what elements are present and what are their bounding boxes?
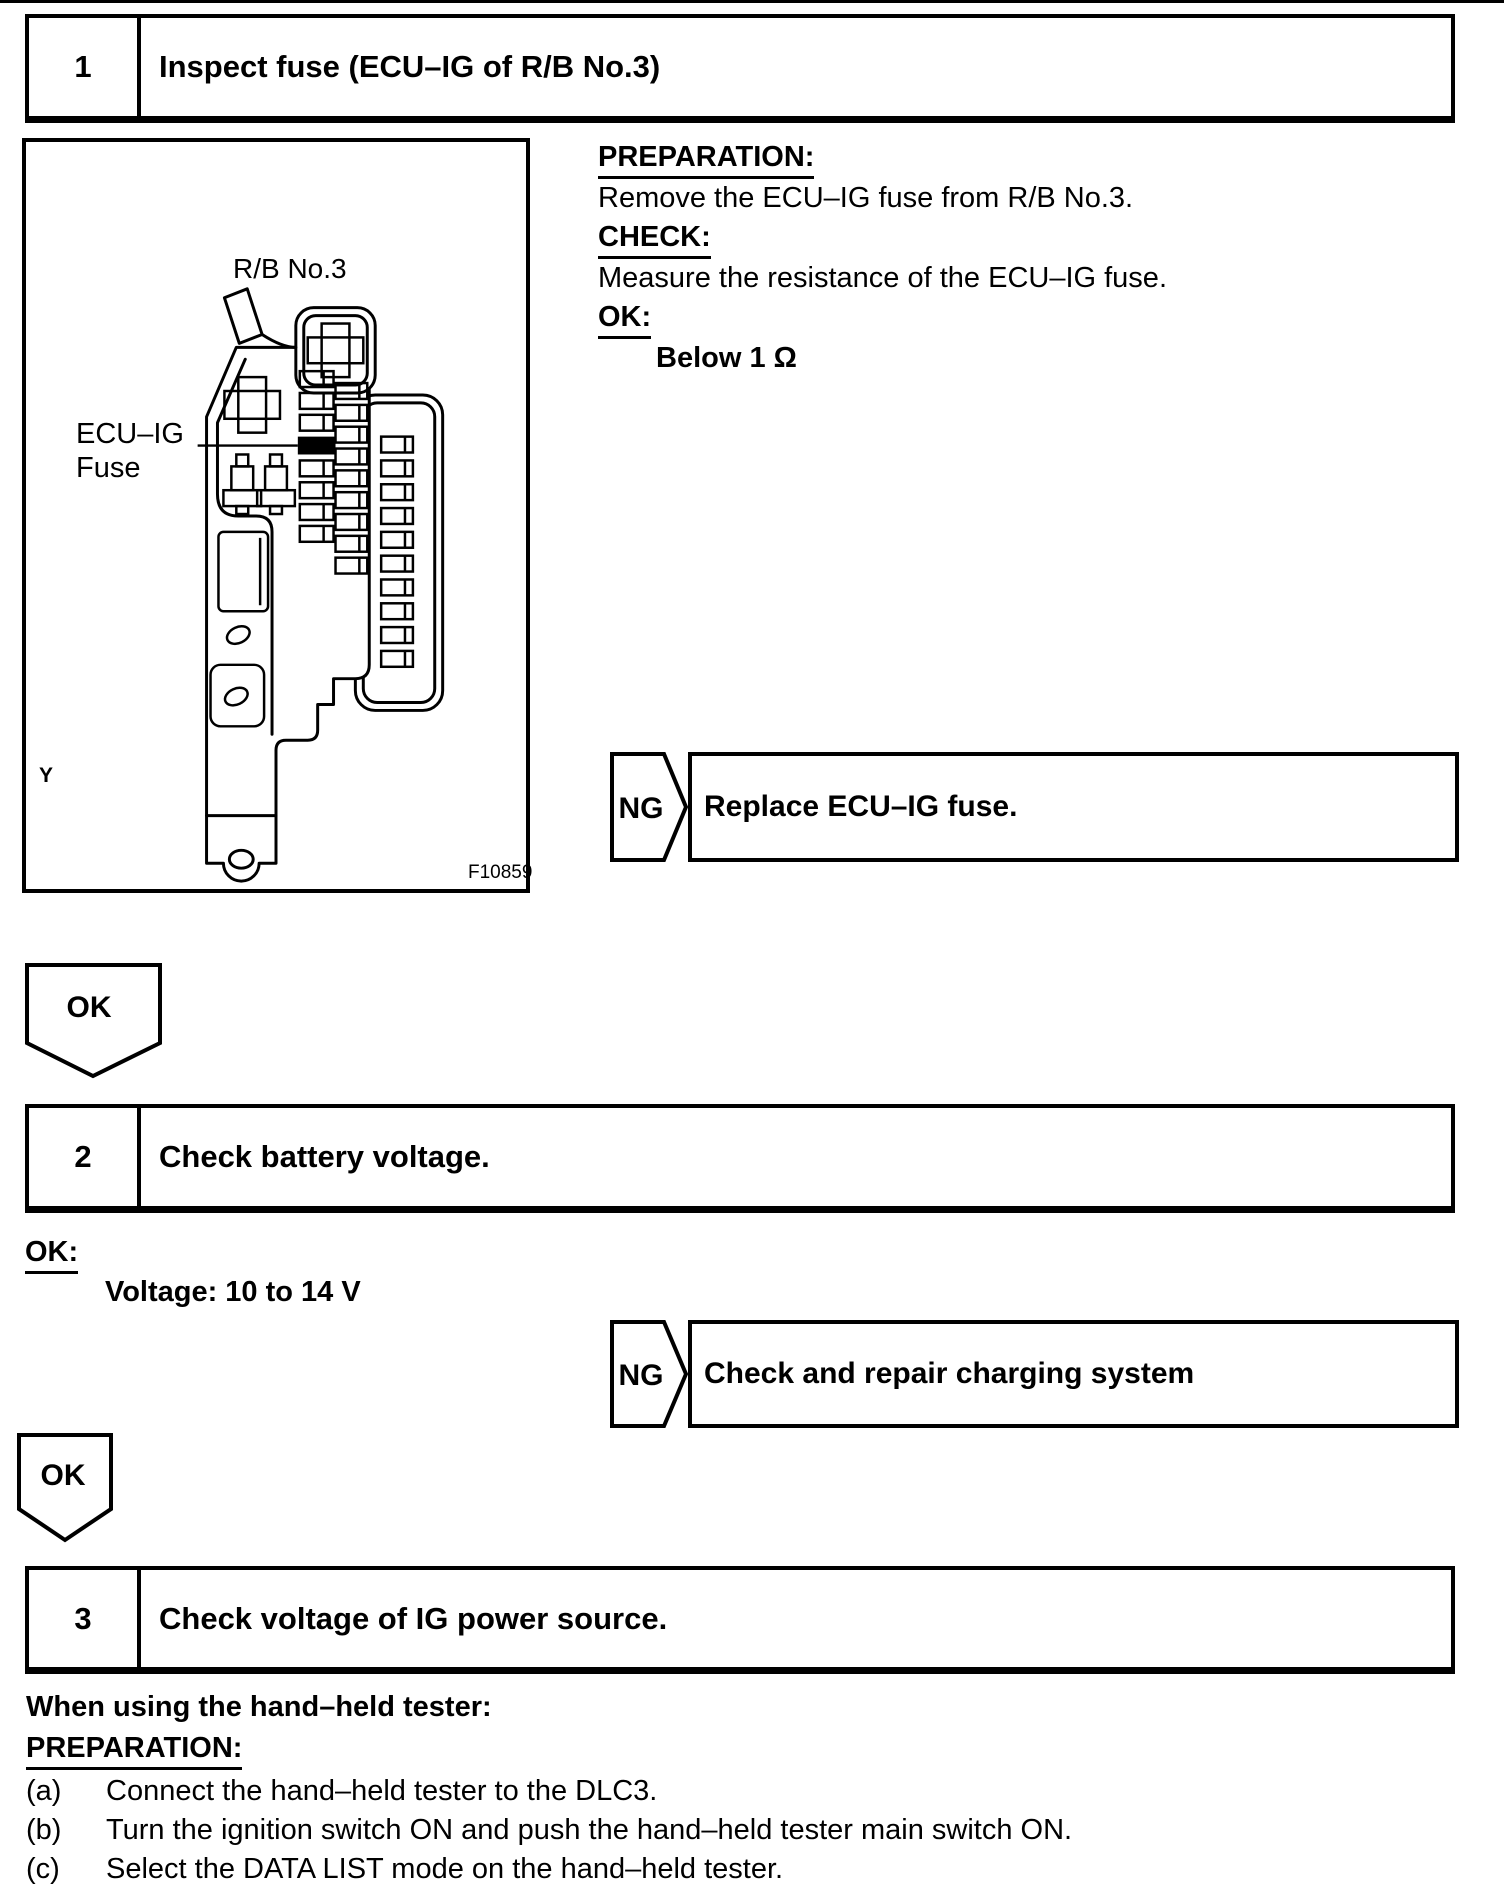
step1-check-heading — [598, 220, 711, 259]
step3-item-c-text: Select the DATA LIST mode on the hand–held tester. — [106, 1853, 784, 1885]
step3-item-c-label: (c) — [26, 1853, 60, 1885]
page-top-rule — [0, 0, 1504, 3]
step1-preparation-body: Remove the ECU–IG fuse from R/B No.3. — [598, 182, 1134, 214]
step1-ok-heading-text: OK: — [598, 300, 651, 339]
step1-preparation-heading — [598, 140, 814, 179]
step2-ok-heading-text: OK: — [25, 1235, 78, 1274]
ecu-ig-fuse-label — [76, 417, 184, 485]
ng1-arrow — [610, 752, 688, 862]
step3-header-box — [25, 1566, 1455, 1674]
ecu-ig-fuse-highlight — [298, 437, 336, 455]
ok1-label: OK — [66, 991, 112, 1024]
ecu-ig-fuse-label-line1: ECU–IG — [76, 418, 184, 450]
step3-number: 3 — [29, 1570, 141, 1667]
step1-header-box — [25, 14, 1455, 123]
step3-title: Check voltage of IG power source. — [159, 1600, 668, 1636]
step3-item-b-text: Turn the ignition switch ON and push the hand–held tester main switch ON. — [106, 1814, 1073, 1846]
step2-header-box — [25, 1104, 1455, 1213]
ok2-label: OK — [40, 1459, 86, 1492]
ng2-label: NG — [618, 1359, 664, 1392]
step3-item-a-text: Connect the hand–held tester to the DLC3. — [106, 1775, 658, 1807]
step3-preparation-heading — [26, 1731, 242, 1770]
figure-code: F10859 — [468, 862, 533, 883]
step2-title: Check battery voltage. — [159, 1139, 490, 1174]
ng1-label: NG — [618, 792, 664, 825]
ng2-arrow — [610, 1320, 688, 1428]
ok1-arrow — [25, 963, 162, 1079]
step3-preparation-heading-text: PREPARATION: — [26, 1731, 242, 1770]
rb-no3-label: R/B No.3 — [233, 253, 347, 284]
step2-ok-heading — [25, 1235, 78, 1274]
step3-item-a-label: (a) — [26, 1775, 62, 1807]
step2-number: 2 — [29, 1108, 141, 1206]
step3-item-b-label: (b) — [26, 1814, 62, 1846]
step1-preparation-heading-text: PREPARATION: — [598, 140, 814, 179]
step1-title: Inspect fuse (ECU–IG of R/B No.3) — [159, 49, 661, 84]
step1-ok-value: Below 1 Ω — [656, 342, 797, 374]
step1-ok-heading — [598, 300, 651, 339]
fusebox-figure — [22, 138, 533, 893]
step1-check-heading-text: CHECK: — [598, 220, 711, 259]
step3-intro: When using the hand–held tester: — [26, 1691, 492, 1723]
ok2-arrow — [17, 1433, 113, 1543]
ng1-action-box: Replace ECU–IG fuse. — [688, 752, 1459, 862]
step1-number: 1 — [29, 18, 141, 116]
ecu-ig-fuse-label-line2: Fuse — [76, 452, 141, 484]
figure-corner-mark: Y — [39, 764, 54, 787]
ng2-action-box: Check and repair charging system — [688, 1320, 1459, 1428]
step2-ok-value: Voltage: 10 to 14 V — [105, 1276, 361, 1308]
step1-check-body: Measure the resistance of the ECU–IG fuse. — [598, 262, 1167, 294]
